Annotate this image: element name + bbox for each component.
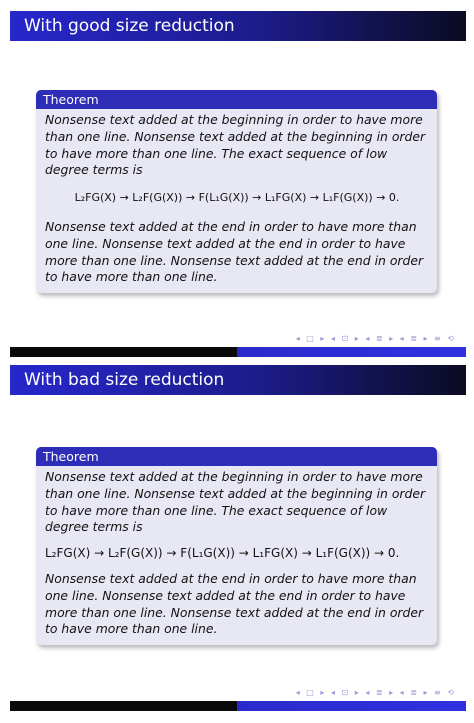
theorem-body xyxy=(36,109,437,293)
theorem-title: Theorem xyxy=(36,90,437,109)
theorem-intro-text: Nonsense text added at the beginning in order to have more than one line. Nonsense text added at the beginning in order to have more than one line. The exact sequence of low degree terms is xyxy=(45,112,426,178)
footer-left-bar xyxy=(10,701,237,711)
frame-title: With good size reduction xyxy=(10,11,466,41)
theorem-outro-text: Nonsense text added at the end in order to have more than one line. Nonsense text added at the end in order to have more than one line. Nonsense text added at the end in order to have more than one line. xyxy=(45,570,424,637)
slide-footer xyxy=(10,347,466,357)
exact-sequence-equation: L₂FG(X) → L₂F(G(X)) → F(L₁G(X)) → L₁FG(X) → L₁F(G(X)) → 0. xyxy=(74,191,400,205)
slide-bad-size-reduction xyxy=(10,365,466,711)
footer-right-bar xyxy=(237,701,466,711)
theorem-body xyxy=(36,466,437,645)
theorem-title: Theorem xyxy=(36,447,437,466)
footer-left-bar xyxy=(10,347,237,357)
frame-title: With bad size reduction xyxy=(10,365,466,395)
slide-footer xyxy=(10,701,466,711)
exact-sequence-equation: L₂FG(X) → L₂F(G(X)) → F(L₁G(X)) → L₁FG(X) → L₁F(G(X)) → 0. xyxy=(45,546,400,561)
navigation-icons[interactable]: ◂ □ ▸ ◂ ⊡ ▸ ◂ ≣ ▸ ◂ ≣ ▸ ≡ ⟲ xyxy=(295,688,456,697)
theorem-block xyxy=(36,447,437,645)
footer-right-bar xyxy=(237,347,466,357)
navigation-icons[interactable]: ◂ □ ▸ ◂ ⊡ ▸ ◂ ≣ ▸ ◂ ≣ ▸ ≡ ⟲ xyxy=(295,334,456,343)
theorem-intro-text: Nonsense text added at the beginning in order to have more than one line. Nonsense text added at the beginning in order to have more than one line. The exact sequence of low degree terms is xyxy=(45,469,426,535)
theorem-block xyxy=(36,90,437,293)
slide-good-size-reduction xyxy=(10,11,466,357)
theorem-outro-text: Nonsense text added at the end in order to have more than one line. Nonsense text added at the end in order to have more than one line. Nonsense text added at the end in order to have more than one line. xyxy=(45,218,424,285)
